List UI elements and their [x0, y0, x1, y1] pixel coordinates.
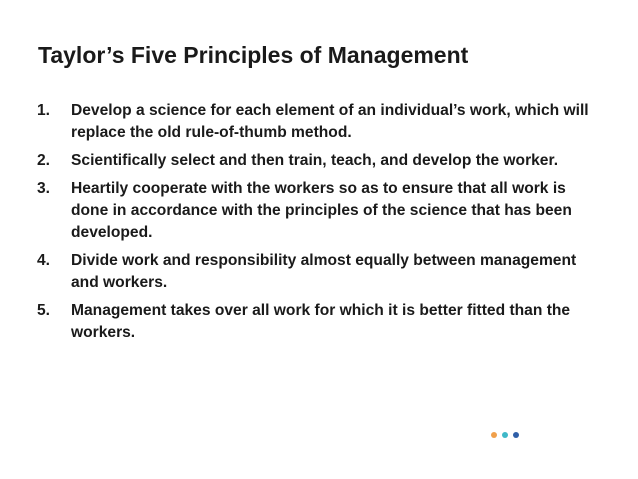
item-number: 5.: [37, 302, 51, 319]
list-item: [37, 150, 607, 172]
item-number: 3.: [37, 180, 51, 197]
decorative-dots: [491, 432, 519, 440]
orange-dot-icon: [491, 432, 497, 438]
principles-list: [37, 100, 607, 350]
item-text: Management takes over all work for which it is better fitted than the workers.: [71, 302, 571, 341]
item-number: 1.: [37, 102, 51, 119]
list-item: [37, 178, 607, 244]
item-text: Develop a science for each element of an individual’s work, which will replace the old rule-of-thumb method.: [71, 102, 589, 141]
item-number: 4.: [37, 252, 51, 269]
item-text: Heartily cooperate with the workers so as to ensure that all work is done in accordance with the principles of the science that has been developed.: [71, 180, 572, 241]
list-item: [37, 100, 607, 144]
item-text: Scientifically select and then train, teach, and develop the worker.: [71, 152, 559, 169]
item-text: Divide work and responsibility almost equally between management and workers.: [71, 252, 577, 291]
item-number: 2.: [37, 152, 51, 169]
list-item: [37, 250, 607, 294]
teal-dot-icon: [502, 432, 508, 438]
blue-dot-icon: [513, 432, 519, 438]
list-item: [37, 300, 607, 344]
slide-title: Taylor’s Five Principles of Management: [38, 42, 469, 68]
